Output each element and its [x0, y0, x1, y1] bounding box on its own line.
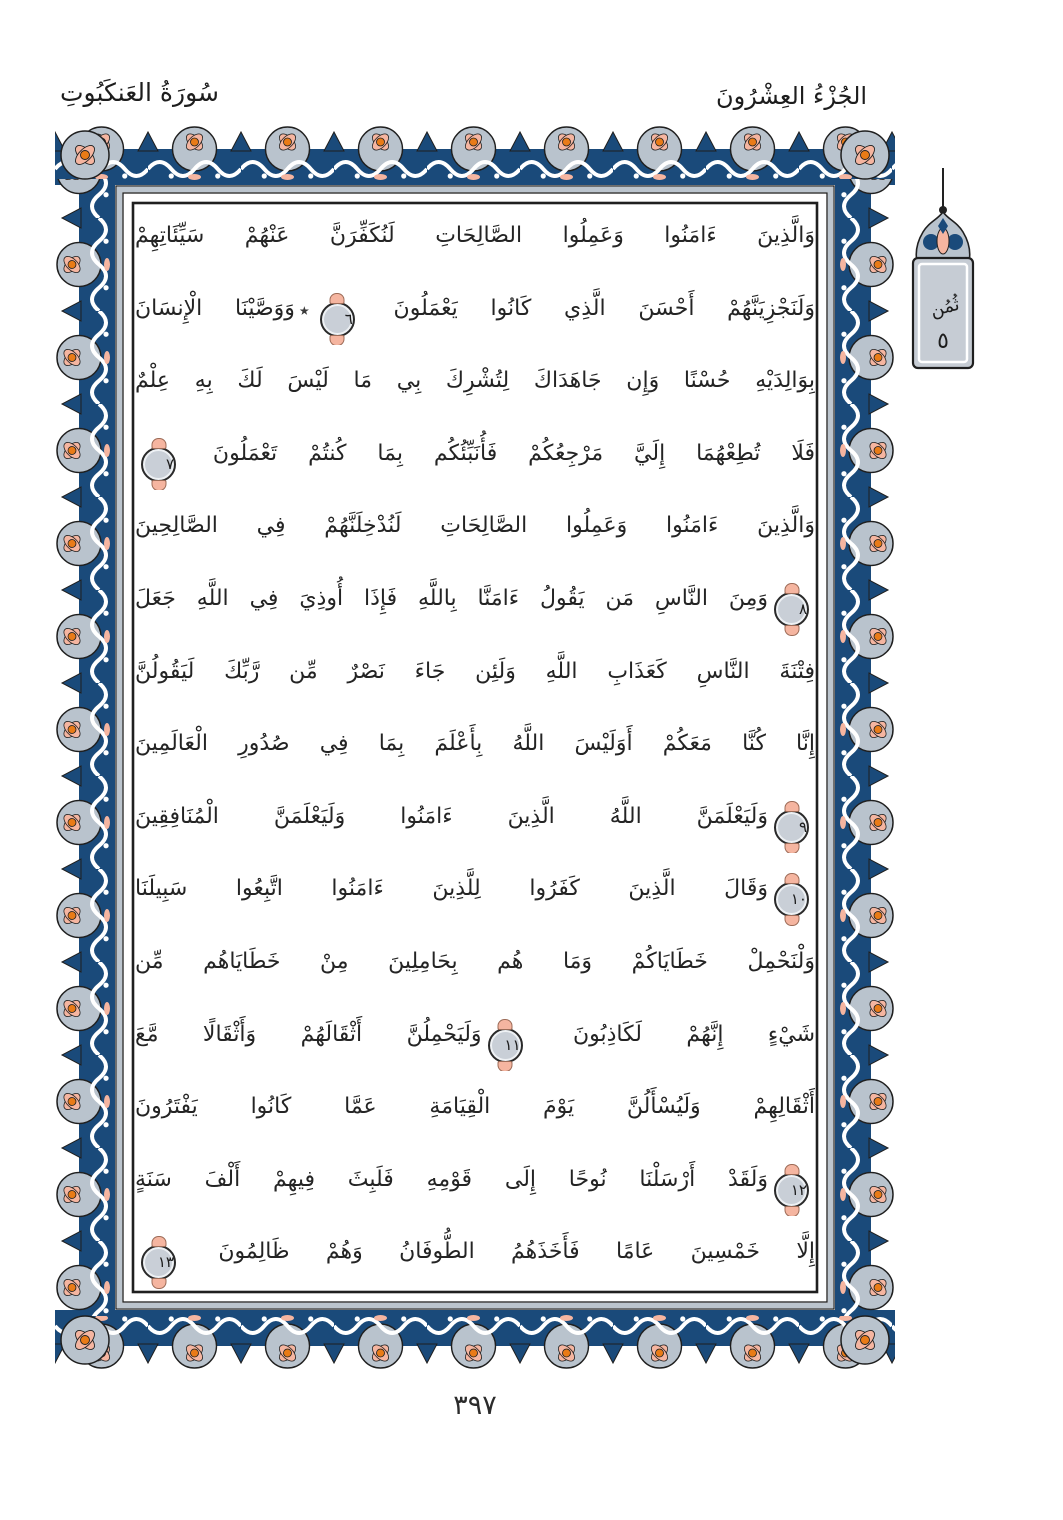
- quran-line: [135, 781, 815, 854]
- ayah-text: وَلْنَحْمِلْ خَطَايَاكُمْ وَمَا هُم بِحَامِلِينَ مِنْ خَطَايَاهُم مِّن: [135, 948, 815, 974]
- ayah-number-marker: ١٣: [141, 1245, 176, 1280]
- ayah-number-marker: ٧: [141, 447, 176, 482]
- corner-flower-icon: [61, 1316, 109, 1364]
- ayah-text: شَيْءٍ إِنَّهُمْ لَكَاذِبُونَ: [572, 1021, 815, 1047]
- ayah-text: فِتْنَةَ النَّاسِ كَعَذَابِ اللَّهِ وَلَئِن جَاءَ نَصْرٌ مِّن رَّبِّكَ لَيَقُولُنَّ: [135, 658, 815, 684]
- ayah-text: وَالَّذِينَ ءَامَنُوا وَعَمِلُوا الصَّالِحَاتِ لَنُكَفِّرَنَّ عَنْهُمْ سَيِّئَاتِهِمْ: [135, 223, 815, 248]
- ayah-text: إِلَّا خَمْسِينَ عَامًا فَأَخَذَهُمُ الطُّوفَانُ وَهُمْ ظَالِمُونَ: [218, 1239, 815, 1265]
- border-band-bottom: [55, 1310, 895, 1370]
- corner-flower-icon: [61, 131, 109, 179]
- ayah-text: وَوَصَّيْنَا الْإِنسَانَ: [135, 295, 295, 321]
- ayah-text: فَلَا تُطِعْهُمَا إِلَيَّ مَرْجِعُكُمْ فَأُنَبِّئُكُم بِمَا كُنتُمْ تَعْمَلُونَ: [212, 440, 815, 466]
- quran-line: [135, 1071, 815, 1144]
- quran-line: [135, 563, 815, 636]
- hizb-label: ثُمُن: [928, 293, 962, 322]
- page-number: ٣٩٧: [453, 1390, 497, 1421]
- surah-title: سُورَةُ العَنكَبُوتِ: [60, 78, 219, 107]
- ayah-number-marker: ١١: [488, 1028, 523, 1063]
- juz-title: الجُزْءُ العِشْرُونَ: [716, 82, 868, 110]
- corner-flower-icon: [841, 131, 889, 179]
- quran-line: [135, 999, 815, 1072]
- corner-flower-icon: [841, 1316, 889, 1364]
- quran-line: [135, 345, 815, 418]
- ayah-number-marker: ٨: [774, 592, 809, 627]
- quran-lines: [135, 200, 815, 1289]
- ayah-text: وَقَالَ الَّذِينَ كَفَرُوا لِلَّذِينَ ءَامَنُوا اتَّبِعُوا سَبِيلَنَا: [135, 876, 768, 902]
- ayah-text: وَلَيَحْمِلُنَّ أَثْقَالَهُمْ وَأَثْقَالًا مَّعَ: [135, 1021, 482, 1047]
- quran-line: [135, 490, 815, 563]
- ayah-text: إِنَّا كُنَّا مَعَكُمْ أَوَلَيْسَ اللَّهُ بِأَعْلَمَ بِمَا فِي صُدُورِ الْعَالَمِينَ: [135, 731, 815, 757]
- hizb-marker: [901, 168, 985, 383]
- quran-line: [135, 200, 815, 273]
- quran-line: [135, 708, 815, 781]
- quran-line: [135, 926, 815, 999]
- ayah-number-marker: ٩: [774, 810, 809, 845]
- ayah-text: وَمِنَ النَّاسِ مَن يَقُولُ ءَامَنَّا بِاللَّهِ فَإِذَا أُوذِيَ فِي اللَّهِ جَعَلَ: [135, 585, 768, 611]
- ayah-text: وَلَقَدْ أَرْسَلْنَا نُوحًا إِلَى قَوْمِهِ فَلَبِثَ فِيهِمْ أَلْفَ سَنَةٍ: [135, 1166, 768, 1192]
- ayah-text: وَلَيَعْلَمَنَّ اللَّهُ الَّذِينَ ءَامَنُوا وَلَيَعْلَمَنَّ الْمُنَافِقِينَ: [135, 803, 768, 829]
- ayah-text: وَلَنَجْزِيَنَّهُمْ أَحْسَنَ الَّذِي كَانُوا يَعْمَلُونَ: [393, 295, 815, 321]
- border-band-top: [55, 125, 895, 185]
- ayah-number-marker: ١٢: [774, 1173, 809, 1208]
- quran-line: [135, 1144, 815, 1217]
- ayah-text: وَالَّذِينَ ءَامَنُوا وَعَمِلُوا الصَّالِحَاتِ لَنُدْخِلَنَّهُمْ فِي الصَّالِحِينَ: [135, 513, 815, 539]
- rub-el-hizb-star-icon: ٭: [298, 297, 310, 322]
- quran-line: [135, 636, 815, 709]
- ayah-number-marker: ٦: [320, 302, 355, 337]
- ayah-text: أَثْقَالِهِمْ وَلَيُسْأَلُنَّ يَوْمَ الْقِيَامَةِ عَمَّا كَانُوا يَفْتَرُونَ: [135, 1094, 815, 1120]
- quran-line: [135, 273, 815, 346]
- ayah-text: بِوَالِدَيْهِ حُسْنًا وَإِن جَاهَدَاكَ لِتُشْرِكَ بِي مَا لَيْسَ لَكَ بِهِ عِلْمٌ: [135, 368, 815, 394]
- quran-line: [135, 1216, 815, 1289]
- quran-line: [135, 853, 815, 926]
- quran-line: [135, 418, 815, 491]
- ayah-number-marker: ١٠: [774, 882, 809, 917]
- border-band-right: [835, 179, 895, 1316]
- border-band-left: [55, 179, 115, 1316]
- hizb-number: ٥: [937, 329, 949, 354]
